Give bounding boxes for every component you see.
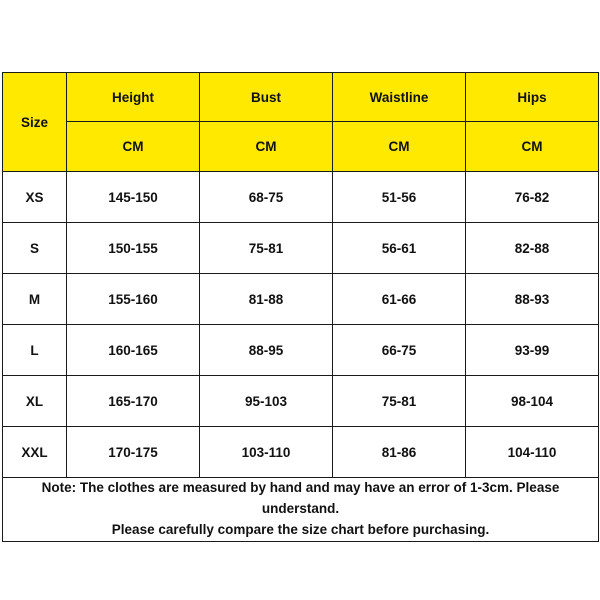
table-row: [3, 376, 599, 427]
cell-xs-waistline: 51-56: [333, 172, 466, 223]
header-size-label: Size: [3, 73, 67, 172]
cell-s-bust: 75-81: [200, 223, 333, 274]
cell-xl-waistline: 75-81: [333, 376, 466, 427]
cell-s-height: 150-155: [67, 223, 200, 274]
cell-xxl-hips: 104-110: [466, 427, 599, 478]
cell-xl-hips: 98-104: [466, 376, 599, 427]
table-row: [3, 427, 599, 478]
header-unit-height: CM: [67, 122, 200, 172]
row-size-m: M: [3, 274, 67, 325]
header-col-bust: Bust: [200, 73, 333, 122]
cell-xs-hips: 76-82: [466, 172, 599, 223]
row-size-s: S: [3, 223, 67, 274]
cell-xl-bust: 95-103: [200, 376, 333, 427]
note-line-2: Please carefully compare the size chart before purchasing.: [111, 521, 490, 537]
note-line-1: Note: The clothes are measured by hand and may have an error of 1-3cm. Please understand.: [41, 480, 560, 516]
header-unit-waistline: CM: [333, 122, 466, 172]
table-row: [3, 223, 599, 274]
size-chart-table: [2, 72, 599, 542]
header-col-hips: Hips: [466, 73, 599, 122]
cell-l-hips: 93-99: [466, 325, 599, 376]
row-size-xxl: XXL: [3, 427, 67, 478]
cell-m-height: 155-160: [67, 274, 200, 325]
cell-xxl-height: 170-175: [67, 427, 200, 478]
cell-m-bust: 81-88: [200, 274, 333, 325]
size-chart-container: [2, 72, 598, 542]
row-size-xs: XS: [3, 172, 67, 223]
cell-xs-bust: 68-75: [200, 172, 333, 223]
row-size-xl: XL: [3, 376, 67, 427]
cell-xl-height: 165-170: [67, 376, 200, 427]
table-header-row-units: [3, 122, 599, 172]
header-col-height: Height: [67, 73, 200, 122]
table-header-row-names: [3, 73, 599, 122]
cell-l-bust: 88-95: [200, 325, 333, 376]
cell-l-height: 160-165: [67, 325, 200, 376]
cell-l-waistline: 66-75: [333, 325, 466, 376]
header-unit-hips: CM: [466, 122, 599, 172]
cell-m-waistline: 61-66: [333, 274, 466, 325]
measurement-note: [3, 478, 599, 542]
cell-xxl-waistline: 81-86: [333, 427, 466, 478]
row-size-l: L: [3, 325, 67, 376]
table-row: [3, 172, 599, 223]
cell-xxl-bust: 103-110: [200, 427, 333, 478]
header-unit-bust: CM: [200, 122, 333, 172]
cell-s-waistline: 56-61: [333, 223, 466, 274]
table-note-row: [3, 478, 599, 542]
header-col-waistline: Waistline: [333, 73, 466, 122]
cell-xs-height: 145-150: [67, 172, 200, 223]
cell-m-hips: 88-93: [466, 274, 599, 325]
cell-s-hips: 82-88: [466, 223, 599, 274]
table-row: [3, 325, 599, 376]
table-row: [3, 274, 599, 325]
